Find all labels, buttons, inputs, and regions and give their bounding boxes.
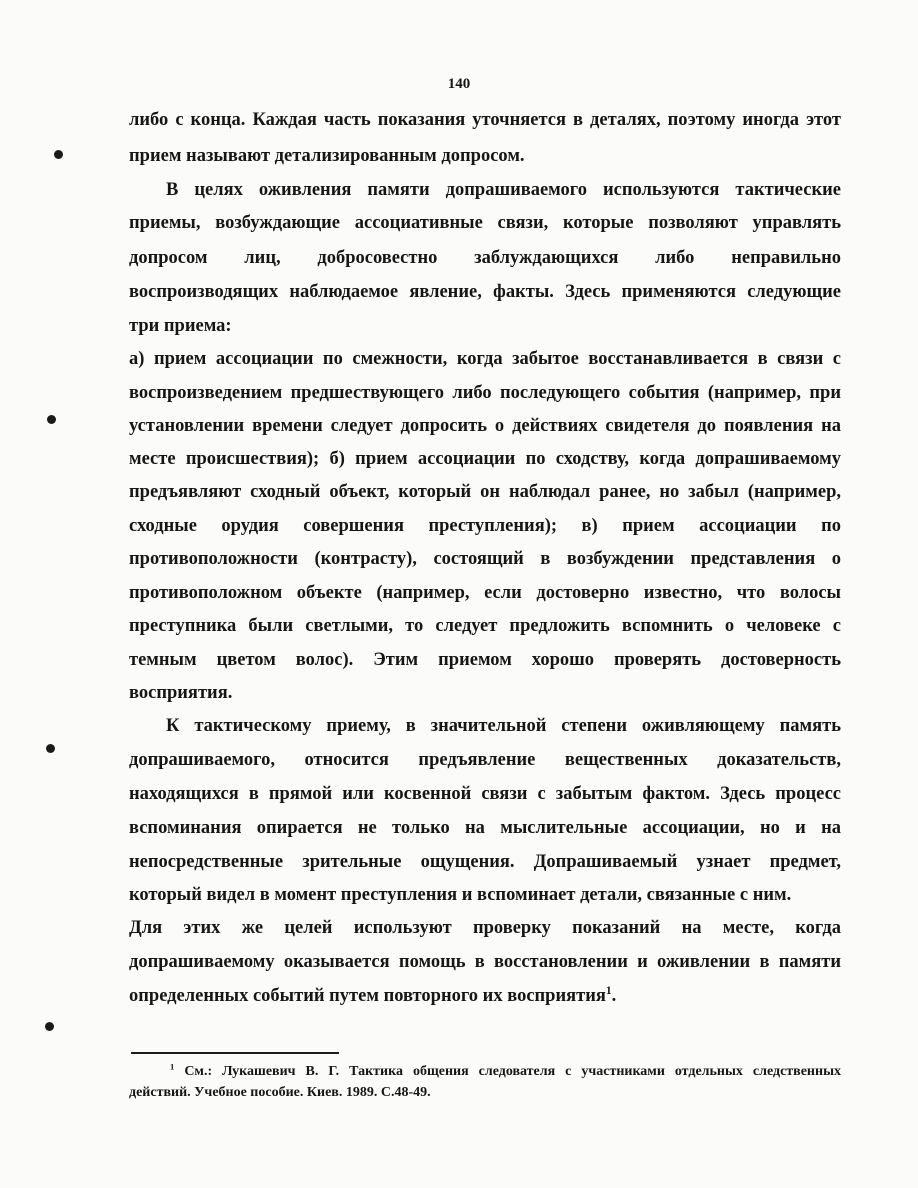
text-line: непосредственные зрительные ощущения. Допрашиваемый узнает предмет,: [129, 852, 841, 872]
binding-hole-mark: [47, 415, 56, 424]
text-line: преступника были светлыми, то следует предложить вспомнить о человеке с: [129, 616, 841, 636]
text-line: В целях оживления памяти допрашиваемого используются тактические: [166, 180, 841, 200]
text-line: который видел в момент преступления и вспоминает детали, связанные с ним.: [129, 885, 792, 905]
text-fragment: определенных событий путем повторного их восприятия: [129, 986, 606, 1006]
footnote-text: См.: Лукашевич В. Г. Тактика общения следователя с участниками отдельных следственных: [184, 1064, 841, 1079]
text-line: три приема:: [129, 316, 232, 336]
footnote-reference: 1: [605, 984, 612, 997]
text-line: установлении времени следует допросить о действиях свидетеля до появления на: [129, 416, 841, 436]
text-line: противоположности (контрасту), состоящий в возбуждении представления о: [129, 549, 841, 569]
text-line: сходные орудия совершения преступления); в) прием ассоциации по: [129, 516, 841, 536]
text-line: приемы, возбуждающие ассоциативные связи, которые позволяют управлять: [129, 213, 841, 233]
binding-hole-mark: [45, 1022, 54, 1031]
text-line: вспоминания опирается не только на мыслительные ассоциации, но и на: [129, 818, 841, 838]
binding-hole-mark: [54, 150, 63, 159]
text-line: допросом лиц, добросовестно заблуждающихся либо неправильно: [129, 248, 841, 268]
footnote-line: действий. Учебное пособие. Киев. 1989. С.48-49.: [129, 1085, 431, 1100]
footnote-marker: 1: [170, 1063, 175, 1072]
text-line: а) прием ассоциации по смежности, когда забытое восстанавливается в связи с: [129, 349, 841, 369]
text-line: прием называют детализированным допросом.: [129, 146, 525, 166]
text-line: темным цветом волос). Этим приемом хорошо проверять достоверность: [129, 650, 841, 670]
binding-hole-mark: [46, 744, 55, 753]
text-line: находящихся в прямой или косвенной связи с забытым фактом. Здесь процесс: [129, 784, 841, 804]
text-line: месте происшествия); б) прием ассоциации по сходству, когда допрашиваемому: [129, 449, 841, 469]
footnote-separator: [131, 1052, 339, 1054]
footnote-line: [170, 1063, 841, 1081]
sentence-end: .: [611, 986, 617, 1006]
text-line: допрашиваемого, относится предъявление вещественных доказательств,: [129, 750, 841, 770]
text-line: восприятия.: [129, 683, 233, 703]
text-line: [129, 983, 841, 1009]
page-number: 140: [447, 76, 471, 92]
text-line: Для этих же целей используют проверку показаний на месте, когда: [129, 918, 841, 938]
text-line: К тактическому приему, в значительной степени оживляющему память: [166, 716, 841, 736]
text-line: либо с конца. Каждая часть показания уточняется в деталях, поэтому иногда этот: [129, 110, 841, 130]
text-line: воспроизводящих наблюдаемое явление, факты. Здесь применяются следующие: [129, 282, 841, 302]
text-line: воспроизведением предшествующего либо последующего события (например, при: [129, 383, 841, 403]
text-line: допрашиваемому оказывается помощь в восстановлении и оживлении в памяти: [129, 952, 841, 972]
text-line: противоположном объекте (например, если достоверно известно, что волосы: [129, 583, 841, 603]
text-line: предъявляют сходный объект, который он наблюдал ранее, но забыл (например,: [129, 482, 841, 502]
